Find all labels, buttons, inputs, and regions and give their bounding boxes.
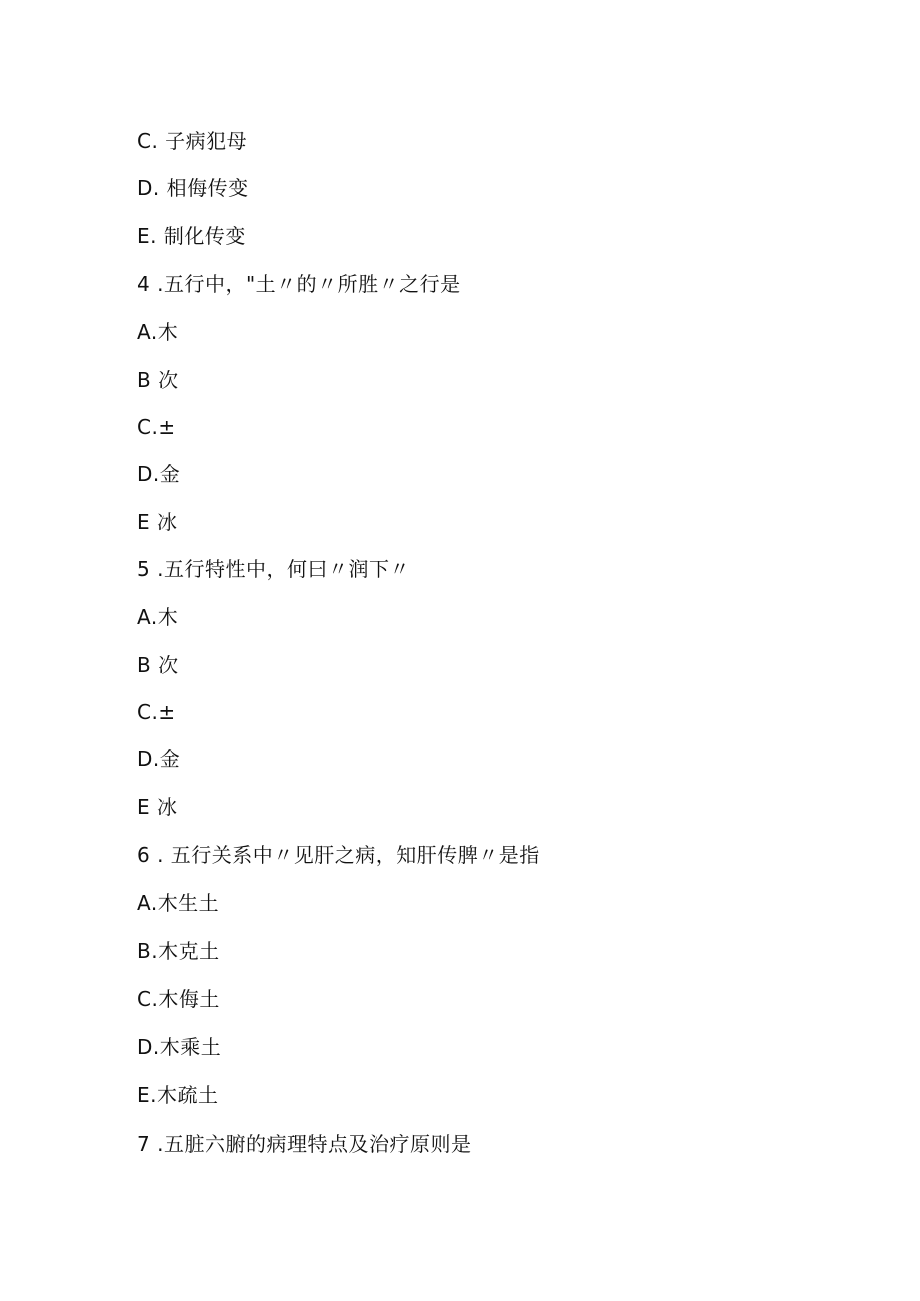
option-b-q4: B 次 <box>137 368 179 392</box>
option-d-q3: D. 相侮传变 <box>137 176 249 200</box>
option-e-q6: E.木疏土 <box>137 1083 219 1107</box>
option-b-q5: B 次 <box>137 653 179 677</box>
option-c-q3: C. 子病犯母 <box>137 129 248 153</box>
option-d-q6: D.木乘土 <box>137 1035 222 1059</box>
option-b-q6: B.木克土 <box>137 939 220 963</box>
option-a-q4: A.木 <box>137 320 179 344</box>
option-a-q5: A.木 <box>137 605 179 629</box>
option-e-q3: E. 制化传变 <box>137 224 246 248</box>
option-c-q4: C.± <box>137 415 176 439</box>
option-d-q5: D.金 <box>137 747 181 771</box>
question-7: 7 .五脏六腑的病理特点及治疗原则是 <box>137 1132 472 1156</box>
option-d-q4: D.金 <box>137 462 181 486</box>
option-e-q5: E 冰 <box>137 795 178 819</box>
question-5: 5 .五行特性中，何曰〃润下〃 <box>137 557 410 581</box>
question-4: 4 .五行中，"土〃的〃所胜〃之行是 <box>137 272 461 296</box>
option-c-q6: C.木侮土 <box>137 987 220 1011</box>
option-e-q4: E 冰 <box>137 510 178 534</box>
question-6: 6 . 五行关系中〃见肝之病，知肝传脾〃是指 <box>137 843 540 867</box>
option-c-q5: C.± <box>137 700 176 724</box>
option-a-q6: A.木生土 <box>137 891 220 915</box>
